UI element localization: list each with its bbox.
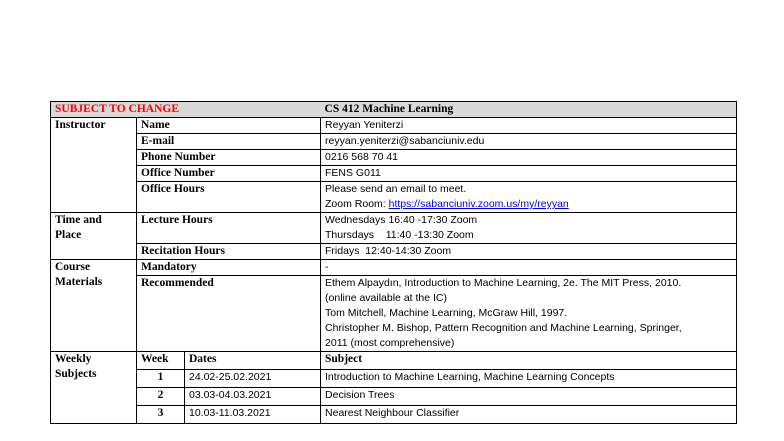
phone-label: Phone Number [137,150,321,166]
email-value: reyyan.yeniterzi@sabanciuniv.edu [321,134,737,150]
instructor-section-label: Instructor [51,118,137,213]
lecture-line2: Thursdays 11:40 -13:30 Zoom [325,229,474,241]
materials-section-label [51,260,137,352]
mandatory-value: - [321,260,737,276]
recitation-row [51,244,737,260]
recitation-hours-label: Recitation Hours [137,244,321,260]
week-subject: Nearest Neighbour Classifier [321,406,737,424]
name-label: Name [137,118,321,134]
instructor-row-name [51,118,737,134]
materials-line1: Course [55,261,91,273]
office-number-label: Office Number [137,166,321,182]
week-number: 3 [137,406,185,424]
lecture-hours-value [321,213,737,244]
syllabus-table-wrapper [50,101,736,424]
recommended-line3: Tom Mitchell, Machine Learning, McGraw Hill, 1997. [325,307,568,319]
zoom-room-link[interactable]: https://sabanciuniv.zoom.us/my/reyyan [388,198,569,210]
instructor-row-hours [51,182,737,213]
instructor-row-office [51,166,737,182]
course-title: CS 412 Machine Learning [321,102,737,118]
syllabus-table [50,101,737,424]
recommended-line2: (online available at the IC) [325,292,448,304]
email-label: E-mail [137,134,321,150]
office-hours-text: Please send an email to meet. [325,183,467,195]
week-subject: Decision Trees [321,388,737,406]
lecture-row [51,213,737,244]
phone-value: 0216 568 70 41 [321,150,737,166]
recommended-line5: 2011 (most comprehensive) [325,337,455,349]
week-dates: 24.02-25.02.2021 [185,370,321,388]
mandatory-label: Mandatory [137,260,321,276]
week-number: 2 [137,388,185,406]
dates-column-header: Dates [185,352,321,370]
recitation-hours-value: Fridays 12:40-14:30 Zoom [321,244,737,260]
table-row [51,406,737,424]
mandatory-row [51,260,737,276]
weekly-line2: Subjects [55,368,97,380]
recommended-line4: Christopher M. Bishop, Pattern Recognition and Machine Learning, Springer, [325,322,682,334]
week-number: 1 [137,370,185,388]
lecture-hours-label: Lecture Hours [137,213,321,244]
week-dates: 10.03-11.03.2021 [185,406,321,424]
header-row [51,102,737,118]
weekly-header-row [51,352,737,370]
office-number-value: FENS G011 [321,166,737,182]
office-hours-label: Office Hours [137,182,321,213]
zoom-room-line [325,197,732,212]
time-place-section-label [51,213,137,260]
week-column-header: Week [137,352,185,370]
weekly-section-label [51,352,137,424]
status-label: SUBJECT TO CHANGE [51,102,321,118]
materials-line2: Materials [55,276,103,288]
weekly-line1: Weekly [55,353,92,365]
zoom-room-prefix: Zoom Room: [325,198,389,210]
recommended-value [321,276,737,352]
office-hours-value [321,182,737,213]
recommended-row [51,276,737,352]
recommended-label: Recommended [137,276,321,352]
lecture-line1: Wednesdays 16:40 -17:30 Zoom [325,214,478,226]
name-value: Reyyan Yeniterzi [321,118,737,134]
table-row [51,370,737,388]
table-row [51,388,737,406]
week-subject: Introduction to Machine Learning, Machine Learning Concepts [321,370,737,388]
subject-column-header: Subject [321,352,737,370]
instructor-row-email [51,134,737,150]
time-place-line2: Place [55,229,82,241]
week-dates: 03.03-04.03.2021 [185,388,321,406]
instructor-row-phone [51,150,737,166]
time-place-line1: Time and [55,214,102,226]
recommended-line1: Ethem Alpaydın, Introduction to Machine Learning, 2e. The MIT Press, 2010. [325,277,682,289]
